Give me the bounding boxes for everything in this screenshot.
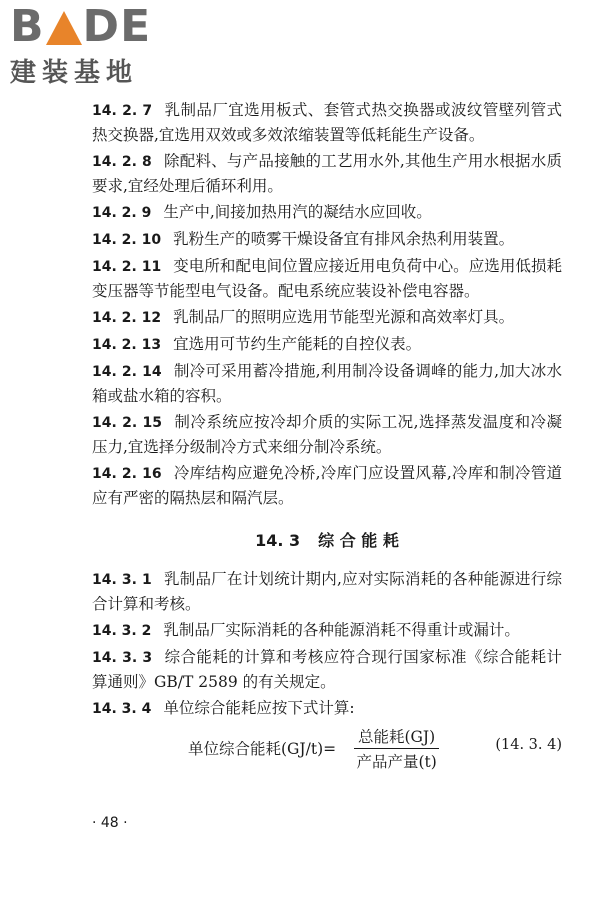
clause-number: 14. 2. 9 [92,205,152,221]
clause-paragraph [92,149,562,198]
clause-paragraph [92,618,562,643]
clause-text: 单位综合能耗应按下式计算: [163,699,355,717]
equation-number: (14. 3. 4) [495,737,562,753]
logo-subtitle: 建装基地 [10,58,139,88]
logo-letters-de: DE [82,1,152,52]
clauses-14-2 [92,98,562,510]
clause-number: 14. 3. 4 [92,701,152,717]
clause-paragraph [92,305,562,330]
section-title: 综 合 能 耗 [318,531,399,550]
clause-paragraph [92,567,562,616]
clauses-14-3 [92,567,562,721]
clause-number: 14. 2. 7 [92,103,153,119]
clause-text: 乳制品厂的照明应选用节能型光源和高效率灯具。 [173,308,515,326]
clause-number: 14. 3. 2 [92,623,152,639]
clause-paragraph [92,227,562,252]
clause-number: 14. 2. 13 [92,337,162,353]
clause-number: 14. 2. 10 [92,232,162,248]
clause-text: 乳制品厂宜选用板式、套管式热交换器或波纹管壁列管式热交换器,宜选用双效或多效浓缩装置等低耗能生产设备。 [92,101,562,144]
clause-paragraph [92,254,562,303]
formula-denominator: 产品产量(t) [356,753,437,771]
clause-paragraph [92,461,562,510]
clause-number: 14. 2. 8 [92,154,152,170]
clause-text: 冷库结构应避免冷桥,冷库门应设置风幕,冷库和制冷管道应有严密的隔热层和隔汽层。 [92,464,563,507]
clause-paragraph [92,645,562,694]
clause-paragraph [92,332,562,357]
formula-fraction [354,725,439,772]
clause-number: 14. 2. 16 [92,466,162,482]
clause-text: 生产中,间接加热用汽的凝结水应回收。 [163,203,432,221]
formula-lhs: 单位综合能耗(GJ/t)= [188,740,337,758]
logo-wordmark [10,1,180,52]
formula [92,725,562,775]
clause-paragraph [92,410,562,459]
clause-text: 除配料、与产品接触的工艺用水外,其他生产用水根据水质要求,宜经处理后循环利用。 [92,152,562,195]
clause-text: 变电所和配电间位置应接近用电负荷中心。应选用低损耗变压器等节能型电气设备。配电系统应装设补偿电容器。 [92,257,562,300]
clause-text: 综合能耗的计算和考核应符合现行国家标准《综合能耗计算通则》GB/T 2589 的有关规定。 [92,648,562,691]
clause-text: 乳制品厂实际消耗的各种能源消耗不得重计或漏计。 [163,621,520,639]
clause-text: 乳粉生产的喷雾干燥设备宜有排风余热利用装置。 [173,230,515,248]
clause-number: 14. 2. 15 [92,415,162,431]
page-number: · 48 · [92,815,128,831]
section-number: 14. 3 [255,531,301,550]
clause-text: 宜选用可节约生产能耗的自控仪表。 [173,335,422,353]
clause-paragraph [92,359,562,408]
clause-text: 制冷可采用蓄冷措施,利用制冷设备调峰的能力,加大冰水箱或盐水箱的容积。 [92,362,563,405]
clause-number: 14. 3. 1 [92,572,152,588]
clause-text: 乳制品厂在计划统计期内,应对实际消耗的各种能源进行综合计算和考核。 [92,570,562,613]
logo-letters-b: B [10,1,45,52]
clause-paragraph [92,696,562,721]
clause-number: 14. 2. 12 [92,310,162,326]
clause-number: 14. 2. 11 [92,259,162,275]
clause-text: 制冷系统应按冷却介质的实际工况,选择蒸发温度和冷凝压力,宜选择分级制冷方式来细分制冷系统。 [92,413,562,456]
clause-paragraph [92,200,562,225]
clause-paragraph [92,98,562,147]
section-heading [92,528,562,551]
clause-number: 14. 2. 14 [92,364,162,380]
bade-logo [10,1,180,89]
page-content [92,98,562,775]
formula-numerator: 总能耗(GJ) [354,725,439,749]
clause-number: 14. 3. 3 [92,650,153,666]
logo-triangle-icon [46,11,82,45]
